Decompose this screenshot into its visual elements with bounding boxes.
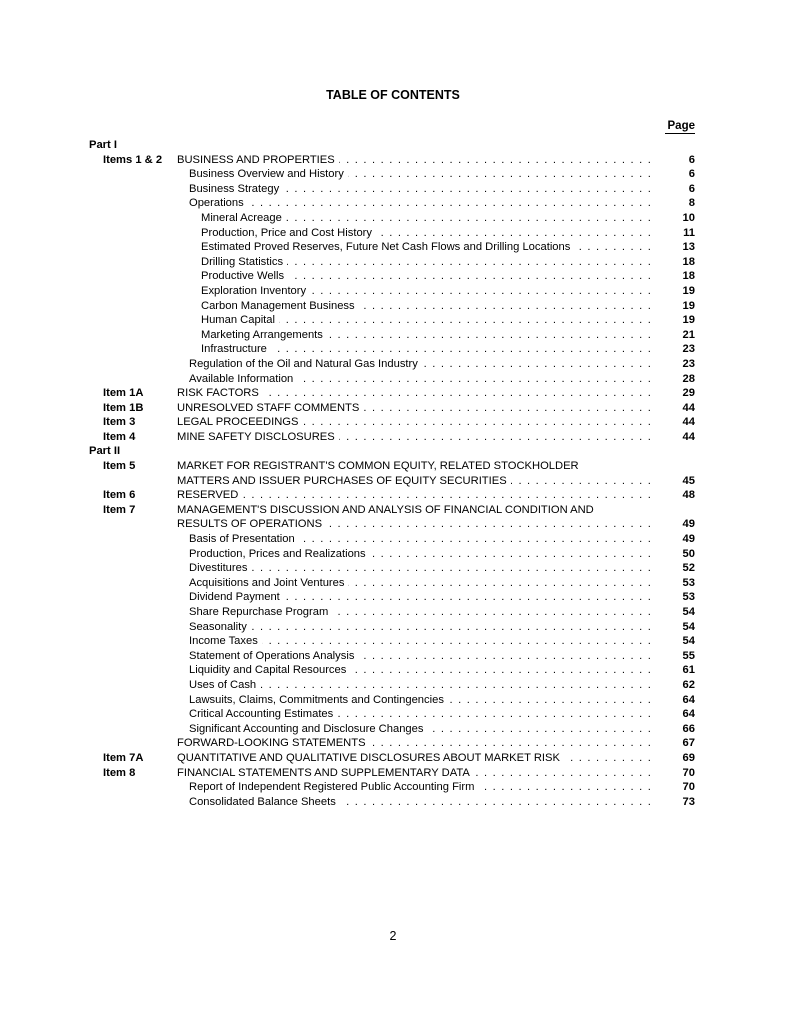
page-ref: 21 xyxy=(682,328,695,341)
item-label: Item 1A xyxy=(103,387,144,400)
table-of-contents xyxy=(0,138,786,809)
entry-leader xyxy=(177,415,652,430)
page-ref: 64 xyxy=(682,708,695,721)
entry-leader xyxy=(189,722,652,737)
entry-text: BUSINESS AND PROPERTIES xyxy=(177,154,339,166)
entry-leader xyxy=(177,153,652,168)
entry-text: RESULTS OF OPERATIONS xyxy=(177,518,326,530)
toc-entry-row xyxy=(0,386,786,401)
page-ref: 28 xyxy=(682,372,695,385)
entry-leader xyxy=(189,196,652,211)
entry-text: Acquisitions and Joint Ventures xyxy=(189,577,348,589)
toc-entry-row xyxy=(0,736,786,751)
toc-entry-row xyxy=(0,167,786,182)
page-ref: 10 xyxy=(682,211,695,224)
toc-entry-row xyxy=(0,634,786,649)
entry-leader xyxy=(189,357,652,372)
item-label: Item 7 xyxy=(103,503,136,516)
page-ref: 8 xyxy=(688,197,695,210)
toc-entry-row xyxy=(0,459,786,474)
entry-text: Dividend Payment xyxy=(189,591,284,603)
entry-text: Statement of Operations Analysis xyxy=(189,650,358,662)
entry-leader xyxy=(189,707,652,722)
entry-leader xyxy=(189,182,652,197)
entry-text: FORWARD-LOOKING STATEMENTS xyxy=(177,737,370,749)
page-ref: 6 xyxy=(688,153,695,166)
entry-text: Operations xyxy=(189,197,248,209)
document-title: TABLE OF CONTENTS xyxy=(326,88,460,102)
entry-leader xyxy=(177,766,652,781)
entry-text: MARKET FOR REGISTRANT'S COMMON EQUITY, RELATED STOCKHOLDER xyxy=(177,460,579,473)
entry-leader xyxy=(189,576,652,591)
item-label: Item 7A xyxy=(103,751,144,764)
page-ref: 23 xyxy=(682,343,695,356)
entry-text: Share Repurchase Program xyxy=(189,606,332,618)
entry-text: Marketing Arrangements xyxy=(201,329,327,341)
entry-leader xyxy=(201,240,652,255)
page-ref: 53 xyxy=(682,576,695,589)
page-ref: 49 xyxy=(682,533,695,546)
toc-entry-row xyxy=(0,722,786,737)
toc-entry-row xyxy=(0,576,786,591)
entry-leader xyxy=(189,605,652,620)
toc-entry-row xyxy=(0,517,786,532)
page-ref: 53 xyxy=(682,591,695,604)
page-ref: 50 xyxy=(682,547,695,560)
entry-text: Infrastructure xyxy=(201,343,271,355)
page-number: 2 xyxy=(389,929,397,943)
entry-text: Business Overview and History xyxy=(189,168,348,180)
page-ref: 54 xyxy=(682,620,695,633)
page-ref: 69 xyxy=(682,751,695,764)
toc-entry-row xyxy=(0,372,786,387)
entry-leader xyxy=(189,693,652,708)
toc-entry-row xyxy=(0,196,786,211)
entry-leader xyxy=(201,269,652,284)
entry-text: Report of Independent Registered Public Accounting Firm xyxy=(189,781,478,793)
toc-entry-row xyxy=(0,342,786,357)
toc-entry-row xyxy=(0,401,786,416)
entry-text: Available Information xyxy=(189,373,297,385)
entry-leader xyxy=(189,678,652,693)
item-label: Item 4 xyxy=(103,430,136,443)
toc-entry-row xyxy=(0,649,786,664)
toc-entry-row xyxy=(0,693,786,708)
toc-entry-row xyxy=(0,795,786,810)
entry-text: Productive Wells xyxy=(201,270,288,282)
toc-entry-row xyxy=(0,620,786,635)
entry-leader xyxy=(201,211,652,226)
entry-text: MINE SAFETY DISCLOSURES xyxy=(177,431,339,443)
entry-text: Lawsuits, Claims, Commitments and Contingencies xyxy=(189,694,448,706)
toc-entry-row xyxy=(0,328,786,343)
page-ref: 61 xyxy=(682,664,695,677)
entry-leader xyxy=(177,430,652,445)
page-ref: 70 xyxy=(682,781,695,794)
item-label: Item 8 xyxy=(103,766,136,779)
entry-text: Liquidity and Capital Resources xyxy=(189,664,350,676)
page-ref: 19 xyxy=(682,299,695,312)
page-ref: 19 xyxy=(682,314,695,327)
toc-entry-row xyxy=(0,153,786,168)
page-ref: 44 xyxy=(682,430,695,443)
toc-entry-row xyxy=(0,605,786,620)
page-ref: 52 xyxy=(682,562,695,575)
entry-leader xyxy=(189,649,652,664)
entry-text: Human Capital xyxy=(201,314,279,326)
entry-leader xyxy=(177,474,652,489)
entry-leader xyxy=(201,299,652,314)
toc-entry-row xyxy=(0,780,786,795)
entry-text: Critical Accounting Estimates xyxy=(189,708,337,720)
page-ref: 66 xyxy=(682,722,695,735)
dot-leader xyxy=(189,620,652,635)
page-ref: 44 xyxy=(682,416,695,429)
dot-leader xyxy=(177,488,652,503)
toc-entry-row xyxy=(0,211,786,226)
entry-text: RESERVED xyxy=(177,489,242,501)
entry-leader xyxy=(189,620,652,635)
page-ref: 45 xyxy=(682,474,695,487)
toc-entry-row xyxy=(0,240,786,255)
entry-leader xyxy=(189,634,652,649)
entry-text: Estimated Proved Reserves, Future Net Cash Flows and Drilling Locations xyxy=(201,241,574,253)
page-ref: 18 xyxy=(682,255,695,268)
page-ref: 44 xyxy=(682,401,695,414)
entry-text: Regulation of the Oil and Natural Gas Industry xyxy=(189,358,422,370)
entry-leader xyxy=(189,795,652,810)
page-ref: 73 xyxy=(682,795,695,808)
page-ref: 54 xyxy=(682,635,695,648)
toc-entry-row xyxy=(0,766,786,781)
page-ref: 62 xyxy=(682,678,695,691)
entry-leader xyxy=(177,488,652,503)
item-label: Item 1B xyxy=(103,401,144,414)
entry-leader xyxy=(201,313,652,328)
dot-leader xyxy=(189,196,652,211)
entry-leader xyxy=(201,284,652,299)
entry-text: Carbon Management Business xyxy=(201,300,359,312)
entry-leader xyxy=(177,736,652,751)
entry-text: MANAGEMENT'S DISCUSSION AND ANALYSIS OF FINANCIAL CONDITION AND xyxy=(177,503,594,516)
page-ref: 6 xyxy=(688,168,695,181)
item-label: Item 5 xyxy=(103,460,136,473)
toc-entry-row xyxy=(0,678,786,693)
item-label: Item 3 xyxy=(103,416,136,429)
entry-text: Production, Price and Cost History xyxy=(201,227,376,239)
entry-leader xyxy=(189,547,652,562)
toc-entry-row xyxy=(0,299,786,314)
entry-text: FINANCIAL STATEMENTS AND SUPPLEMENTARY DATA xyxy=(177,767,474,779)
toc-entry-row xyxy=(0,182,786,197)
toc-entry-row xyxy=(0,474,786,489)
entry-leader xyxy=(189,590,652,605)
entry-text: Basis of Presentation xyxy=(189,533,299,545)
entry-leader xyxy=(189,561,652,576)
entry-text: UNRESOLVED STAFF COMMENTS xyxy=(177,402,363,414)
entry-leader xyxy=(201,226,652,241)
toc-entry-row xyxy=(0,430,786,445)
entry-leader xyxy=(201,342,652,357)
page-ref: 55 xyxy=(682,649,695,662)
entry-leader xyxy=(201,255,652,270)
entry-leader xyxy=(177,401,652,416)
toc-section-row xyxy=(0,138,786,153)
toc-entry-row xyxy=(0,255,786,270)
entry-text: LEGAL PROCEEDINGS xyxy=(177,416,302,428)
toc-entry-row xyxy=(0,226,786,241)
entry-text: Seasonality xyxy=(189,621,251,633)
page-ref: 23 xyxy=(682,357,695,370)
section-label: Part I xyxy=(89,139,117,151)
page-ref: 54 xyxy=(682,606,695,618)
item-label: Item 6 xyxy=(103,489,136,502)
toc-entry-row xyxy=(0,488,786,503)
page-ref: 70 xyxy=(682,766,695,779)
entry-text: Uses of Cash xyxy=(189,679,260,691)
page-ref: 64 xyxy=(682,693,695,706)
page-ref: 13 xyxy=(682,241,695,254)
toc-entry-row xyxy=(0,415,786,430)
toc-entry-row xyxy=(0,547,786,562)
toc-entry-row xyxy=(0,590,786,605)
entry-leader xyxy=(177,751,652,766)
entry-text: Drilling Statistics xyxy=(201,256,287,268)
toc-entry-row xyxy=(0,269,786,284)
entry-leader xyxy=(189,780,652,795)
page-ref: 19 xyxy=(682,284,695,297)
entry-text: QUANTITATIVE AND QUALITATIVE DISCLOSURES ABOUT MARKET RISK xyxy=(177,752,564,764)
entry-leader xyxy=(177,386,652,401)
entry-leader xyxy=(189,372,652,387)
toc-entry-row xyxy=(0,561,786,576)
entry-text: MATTERS AND ISSUER PURCHASES OF EQUITY SECURITIES xyxy=(177,475,511,487)
section-label: Part II xyxy=(89,445,121,458)
toc-entry-row xyxy=(0,357,786,372)
entry-text: Business Strategy xyxy=(189,183,283,195)
toc-entry-row xyxy=(0,284,786,299)
toc-entry-row xyxy=(0,532,786,547)
entry-text: Income Taxes xyxy=(189,635,262,647)
dot-leader xyxy=(189,561,652,576)
entry-leader xyxy=(189,663,652,678)
entry-leader xyxy=(177,517,652,532)
entry-leader xyxy=(189,532,652,547)
entry-text: Consolidated Balance Sheets xyxy=(189,796,340,808)
page-ref: 11 xyxy=(683,226,695,239)
entry-text: Significant Accounting and Disclosure Changes xyxy=(189,723,427,735)
page-ref: 18 xyxy=(682,270,695,283)
toc-entry-row xyxy=(0,663,786,678)
page-column-header: Page xyxy=(665,119,695,134)
toc-entry-row xyxy=(0,707,786,722)
page-ref: 29 xyxy=(682,387,695,400)
entry-text: Divestitures xyxy=(189,562,251,574)
entry-leader xyxy=(189,167,652,182)
entry-text: Mineral Acreage xyxy=(201,212,286,224)
entry-text: Exploration Inventory xyxy=(201,285,310,297)
entry-leader xyxy=(201,328,652,343)
toc-entry-row xyxy=(0,313,786,328)
toc-entry-row xyxy=(0,751,786,766)
page-ref: 6 xyxy=(688,182,695,195)
page-ref: 49 xyxy=(682,518,695,531)
toc-entry-row xyxy=(0,503,786,518)
item-label: Items 1 & 2 xyxy=(103,153,163,166)
page-ref: 67 xyxy=(682,737,695,750)
entry-text: Production, Prices and Realizations xyxy=(189,548,370,560)
entry-text: RISK FACTORS xyxy=(177,387,263,399)
toc-section-row xyxy=(0,444,786,459)
page-ref: 48 xyxy=(682,489,695,502)
